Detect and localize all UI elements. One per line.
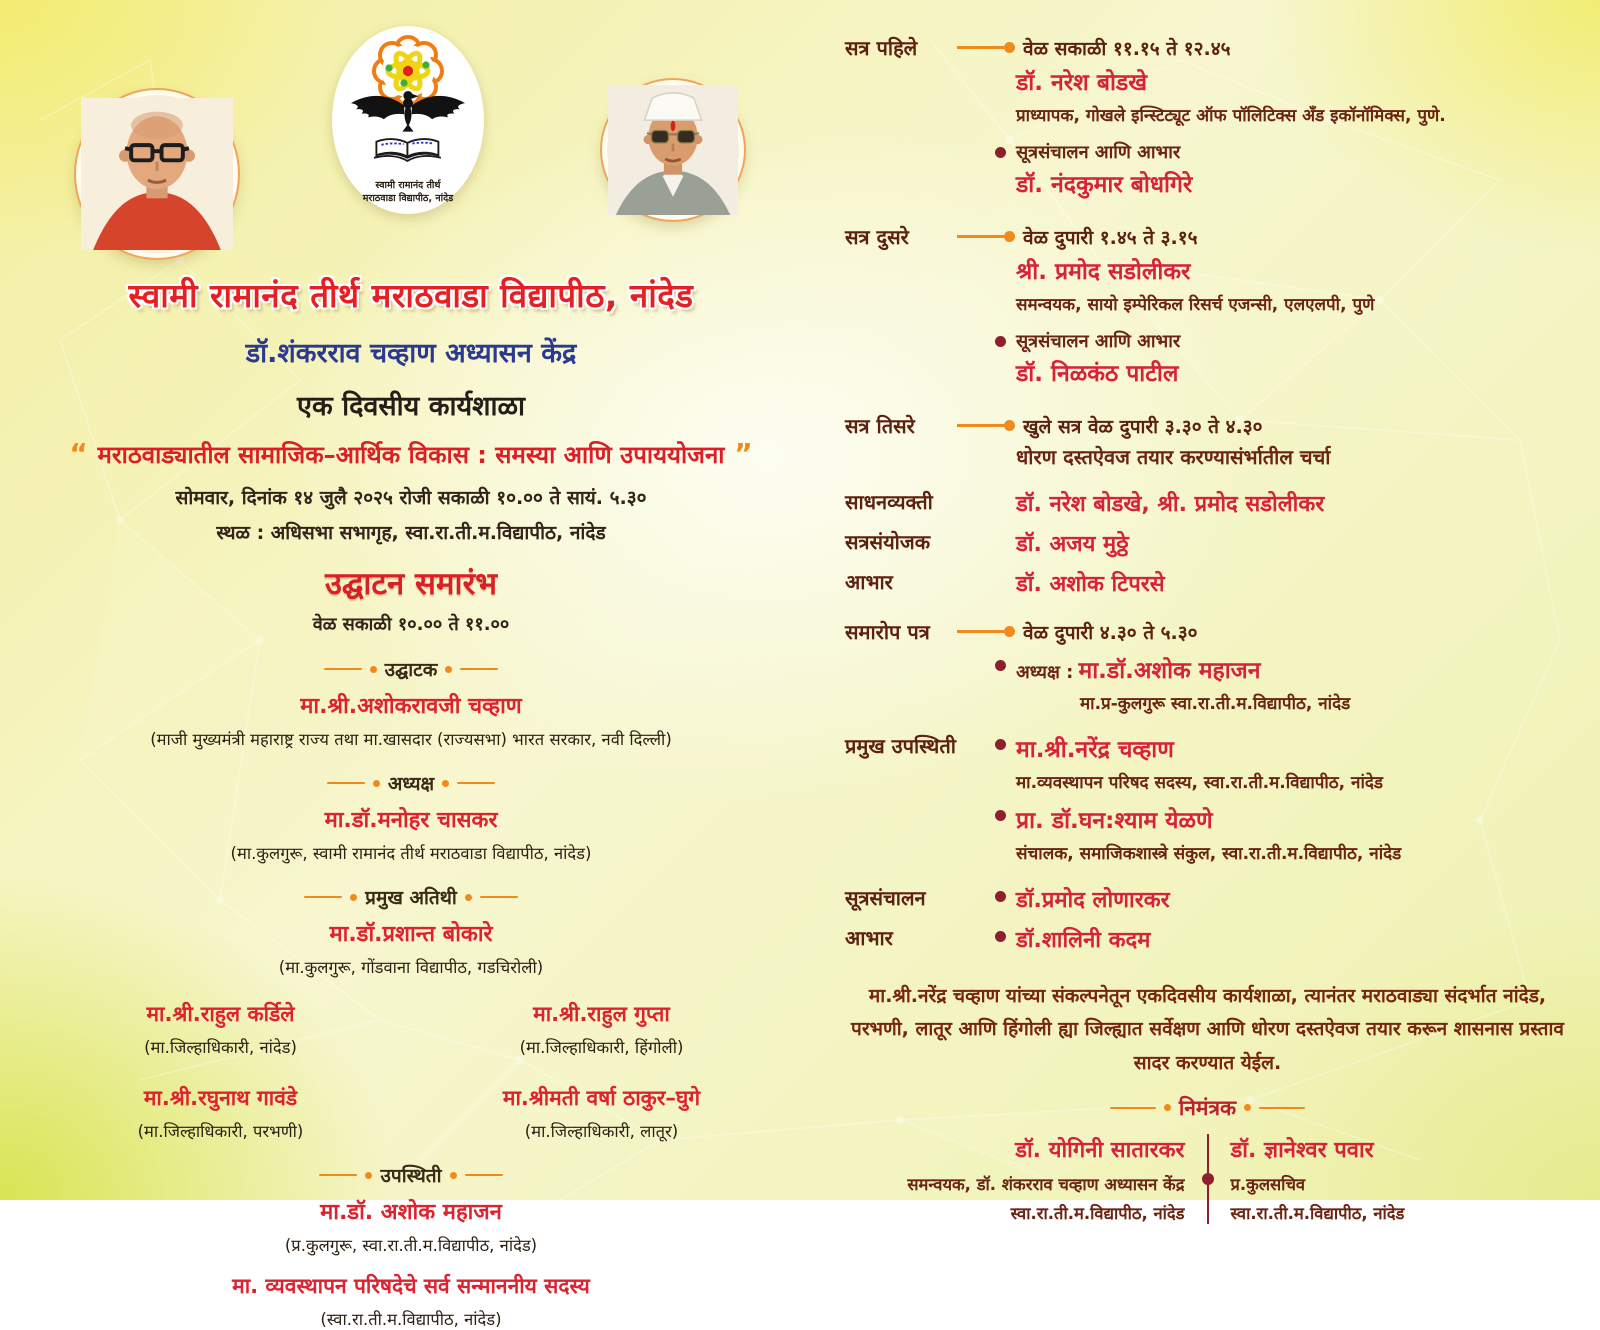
guest-designation: (माजी मुख्यमंत्री महाराष्ट्र राज्य तथा मा.खासदार (राज्यसभा) भारत सरकार, नवी दिल्ली) <box>150 730 672 749</box>
left-dot-icon <box>373 780 380 787</box>
right-dash-icon <box>1259 1107 1305 1110</box>
section-president <box>30 770 792 864</box>
dignitary-name: प्रा. डॉ.घन:श्याम येळणे <box>1016 808 1213 834</box>
session-label: सत्र तिसरे <box>845 414 915 438</box>
section-title: उपस्थिती <box>380 1165 442 1187</box>
guest-name: मा.डॉ.प्रशान्त बोकारे <box>329 922 493 947</box>
speaker-designation: प्राध्यापक, गोखले इन्स्टिट्यूट ऑफ पॉलिटिक्स अँड इकॉनॉमिक्स, पुणे. <box>1016 106 1446 126</box>
eagle-icon <box>351 91 465 132</box>
date-line: सोमवार, दिनांक १४ जुलै २०२५ रोजी सकाळी १०.०० ते सायं. ५.३० <box>175 487 647 509</box>
chavan-portrait-illustration <box>607 85 739 215</box>
bullet-icon <box>995 891 1006 902</box>
inviters-head <box>845 1094 1570 1122</box>
dignitary-designation: मा.व्यवस्थापन परिषद सदस्य, स्वा.रा.ती.म.विद्यापीठ, नांदेड <box>1016 773 1384 793</box>
right-dot-icon <box>442 780 449 787</box>
session-time: वेळ दुपारी ४.३० ते ५.३० <box>1023 621 1198 644</box>
guest-card <box>411 1076 792 1142</box>
section-title: उद्घाटक <box>384 659 438 681</box>
session-time: खुले सत्र वेळ दुपारी ३.३० ते ४.३० <box>1023 415 1263 438</box>
section-title: प्रमुख अतिथी <box>365 887 457 909</box>
workshop-theme <box>30 437 792 471</box>
anchor-row <box>995 329 1570 388</box>
left-dash-icon <box>319 1174 357 1177</box>
role-row <box>845 528 1570 558</box>
right-dot-icon <box>1244 1104 1251 1111</box>
swami-portrait-illustration <box>81 95 233 253</box>
section-title: अध्यक्ष <box>387 773 435 795</box>
session-body <box>995 254 1570 388</box>
dignitary-name: मा.श्री.नरेंद्र चव्हाण <box>1016 737 1174 763</box>
session-label: सत्र पहिले <box>845 36 918 60</box>
guest-card <box>30 992 411 1058</box>
inviters-title: निमंत्रक <box>1178 1095 1237 1120</box>
inviters-columns <box>845 1134 1570 1224</box>
right-page <box>845 34 1570 1224</box>
section-presence <box>30 1162 792 1330</box>
left-page <box>30 18 792 1330</box>
anchoring-name-wrap <box>995 884 1170 914</box>
speaker-name: श्री. प्रमोद सडोलीकर <box>1016 259 1191 285</box>
chair-designation: मा.प्र-कुलगुरू स्वा.रा.ती.म.विद्यापीठ, नांदेड <box>1080 694 1351 714</box>
dignitaries-items <box>995 732 1401 868</box>
thanks-name-wrap <box>995 924 1150 954</box>
connector-icon <box>957 420 1015 431</box>
guest-name: मा.डॉ. अशोक महाजन <box>320 1200 502 1225</box>
session-time: वेळ सकाळी ११.१५ ते १२.४५ <box>1023 37 1231 60</box>
session-body <box>995 65 1570 199</box>
role-label: सत्रसंयोजक <box>845 530 931 554</box>
session-label: सत्र दुसरे <box>845 225 909 249</box>
inviter-role: समन्वयक, डॉ. शंकरराव चव्हाण अध्यासन केंद्र <box>907 1174 1185 1194</box>
dignitaries-label: प्रमुख उपस्थिती <box>845 734 956 758</box>
bullet-icon <box>995 336 1006 347</box>
portrait-shankarrao-chavan <box>602 80 744 220</box>
university-title: स्वामी रामानंद तीर्थ मराठवाडा विद्यापीठ, नांदेड <box>128 276 694 315</box>
portrait-swami-ramanand-teerth <box>76 90 238 258</box>
bullet-icon <box>995 810 1006 821</box>
session-time: वेळ दुपारी १.४५ ते ३.१५ <box>1023 226 1198 249</box>
anchoring-label: सूत्रसंचालन <box>845 886 926 910</box>
inviter-role: प्र.कुलसचिव <box>1230 1174 1306 1194</box>
connector-icon <box>957 626 1015 637</box>
chair-row <box>995 653 1570 685</box>
book-icon <box>374 139 441 161</box>
management-council-org: (स्वा.रा.ती.म.विद्यापीठ, नांदेड) <box>320 1310 502 1329</box>
dignitary-designation: संचालक, समाजिकशास्त्रे संकुल, स्वा.रा.ती.म.विद्यापीठ, नांदेड <box>1016 844 1402 864</box>
anchor-label: सूत्रसंचालन आणि आभार <box>1016 331 1181 352</box>
dignitary-row <box>995 803 1401 835</box>
left-dash-icon <box>324 668 362 671</box>
guest-card <box>30 1076 411 1142</box>
thanks-row <box>845 924 1570 954</box>
inviter-name: डॉ. ज्ञानेश्वर पवार <box>1230 1137 1374 1163</box>
chair-name: मा.डॉ.अशोक महाजन <box>1078 658 1261 684</box>
guest-designation: (मा.जिल्हाधिकारी, नांदेड) <box>144 1038 297 1057</box>
right-dash-icon <box>480 896 518 899</box>
session-body <box>995 443 1570 470</box>
session-3 <box>845 412 1570 470</box>
inviter-org: स्वा.रा.ती.म.विद्यापीठ, नांदेड <box>1230 1203 1405 1223</box>
section-head <box>30 656 792 682</box>
role-row <box>845 568 1570 598</box>
guest-name: मा.श्री.रघुनाथ गावंडे <box>143 1086 298 1110</box>
venue-line: स्थळ : अधिसभा सभागृह, स्वा.रा.ती.म.विद्यापीठ, नांदेड <box>216 522 606 544</box>
role-names: डॉ. अशोक टिपरसे <box>1016 572 1165 597</box>
roles-block <box>845 488 1570 598</box>
role-names: डॉ. नरेश बोडखे, श्री. प्रमोद सडोलीकर <box>1016 492 1325 517</box>
section-head <box>30 770 792 796</box>
session-body <box>995 653 1570 714</box>
connector-icon <box>957 42 1015 53</box>
workshop-theme-text: मराठवाड्यातील सामाजिक–आर्थिक विकास : समस्या आणि उपाययोजना <box>97 441 725 469</box>
logo-text-line1: स्वामी रामानंद तीर्थ <box>375 180 441 191</box>
left-dot-icon <box>1164 1104 1171 1111</box>
inviter-left <box>845 1134 1207 1224</box>
left-dot-icon <box>350 894 357 901</box>
session-label: समारोप पत्र <box>845 620 930 644</box>
inviter-right <box>1209 1134 1571 1224</box>
section-inaugurator <box>30 656 792 750</box>
guest-designation: (मा.जिल्हाधिकारी, हिंगोली) <box>519 1038 684 1057</box>
right-dot-icon <box>465 894 472 901</box>
guest-name: मा.श्री.राहुल गुप्ता <box>533 1002 670 1026</box>
left-dash-icon <box>1110 1107 1156 1110</box>
left-dash-icon <box>327 782 365 785</box>
dignitaries-block <box>845 732 1570 868</box>
left-dot-icon <box>365 1172 372 1179</box>
connector-icon <box>957 231 1015 242</box>
closing-session <box>845 618 1570 714</box>
guest-name: मा.श्री.अशोकरावजी चव्हाण <box>300 694 522 719</box>
speaker-designation: समन्वयक, सायो इम्पेरिकल रिसर्च एजन्सी, एलएलपी, पुणे <box>1016 295 1375 315</box>
session-header <box>845 412 1570 439</box>
section-head <box>30 1162 792 1188</box>
left-dot-icon <box>370 666 377 673</box>
session-header <box>845 223 1570 250</box>
role-names: डॉ. अजय मुठ्ठे <box>1016 532 1129 557</box>
inauguration-time: वेळ सकाळी १०.०० ते ११.०० <box>312 614 510 635</box>
anchor-name: डॉ. निळकंठ पाटील <box>1016 361 1179 387</box>
close-quote: ” <box>724 437 753 470</box>
right-dash-icon <box>457 782 495 785</box>
anchoring-name: डॉ.प्रमोद लोणारकर <box>1016 888 1170 913</box>
guest-designation: (मा.कुलगुरू, गोंडवाना विद्यापीठ, गडचिरोली) <box>278 958 544 977</box>
session-1 <box>845 34 1570 199</box>
bullet-icon <box>995 147 1006 158</box>
guest-designation: (मा.जिल्हाधिकारी, परभणी) <box>137 1122 304 1141</box>
session-header <box>845 618 1570 645</box>
anchoring-row <box>845 884 1570 914</box>
university-logo <box>332 26 484 214</box>
thanks-label: आभार <box>845 926 893 950</box>
anchor-row <box>995 140 1570 199</box>
bullet-icon <box>995 660 1006 671</box>
role-label: साधनव्यक्ती <box>845 490 933 514</box>
bullet-icon <box>995 739 1006 750</box>
concluding-note: मा.श्री.नरेंद्र चव्हाण यांच्या संकल्पनेतून एकदिवसीय कार्यशाळा, त्यानंतर मराठवाड्या संदर्भात नांदेड, परभणी, लातूर आणि हिंगोली ह्या जिल्ह्यात सर्वेक्षण आणि धोरण दस्तऐवज तयार करून शासनास प्रस्ताव सादर करण्यात येईल. <box>851 985 1564 1074</box>
chair-center-name: डॉ.शंकरराव चव्हाण अध्यासन केंद्र <box>245 338 577 369</box>
guest-designation: (प्र.कुलगुरू, स्वा.रा.ती.म.विद्यापीठ, नांदेड) <box>284 1236 538 1255</box>
open-quote: “ <box>69 437 98 470</box>
collectors-grid <box>30 992 792 1142</box>
guest-card <box>411 992 792 1058</box>
university-logo-emblem <box>332 26 484 214</box>
thanks-name: डॉ.शालिनी कदम <box>1016 928 1151 953</box>
right-dash-icon <box>460 668 498 671</box>
right-dash-icon <box>465 1174 503 1177</box>
chair-prefix: अध्यक्ष : <box>1016 662 1074 683</box>
left-dash-icon <box>304 896 342 899</box>
right-dot-icon <box>445 666 452 673</box>
inauguration-title: उद्घाटन समारंभ <box>324 566 498 602</box>
logo-text-line2: मराठवाडा विद्यापीठ, नांदेड <box>362 193 454 204</box>
header-photo-band <box>30 18 792 264</box>
divider-dot-icon <box>1202 1173 1214 1185</box>
guest-designation: (मा.जिल्हाधिकारी, लातूर) <box>524 1122 679 1141</box>
guest-name: मा.श्री.राहुल कर्डिले <box>146 1002 295 1026</box>
section-head <box>30 884 792 910</box>
role-row <box>845 488 1570 518</box>
session-2 <box>845 223 1570 388</box>
session-header <box>845 34 1570 61</box>
guest-name: मा.श्रीमती वर्षा ठाकुर–घुगे <box>502 1086 701 1110</box>
section-chief-guests <box>30 884 792 978</box>
inviters-divider <box>1207 1134 1209 1224</box>
bullet-icon <box>995 931 1006 942</box>
speaker-name: डॉ. नरेश बोडखे <box>1016 70 1148 96</box>
guest-name: मा.डॉ.मनोहर चासकर <box>324 808 498 833</box>
anchor-label: सूत्रसंचालन आणि आभार <box>1016 142 1181 163</box>
dignitary-row <box>995 732 1401 764</box>
session-topic: धोरण दस्तऐवज तयार करण्यासंर्भातील चर्चा <box>1016 445 1331 469</box>
right-dot-icon <box>450 1172 457 1179</box>
workshop-type-title: एक दिवसीय कार्यशाळा <box>297 391 525 422</box>
management-council-line: मा. व्यवस्थापन परिषदेचे सर्व सन्माननीय सदस्य <box>232 1274 590 1298</box>
inviter-name: डॉ. योगिनी सातारकर <box>1015 1137 1185 1163</box>
inviter-org: स्वा.रा.ती.म.विद्यापीठ, नांदेड <box>1010 1203 1185 1223</box>
guest-designation: (मा.कुलगुरू, स्वामी रामानंद तीर्थ मराठवाडा विद्यापीठ, नांदेड) <box>230 844 592 863</box>
anchor-name: डॉ. नंदकुमार बोधगिरे <box>1016 172 1193 198</box>
role-label: आभार <box>845 570 893 594</box>
